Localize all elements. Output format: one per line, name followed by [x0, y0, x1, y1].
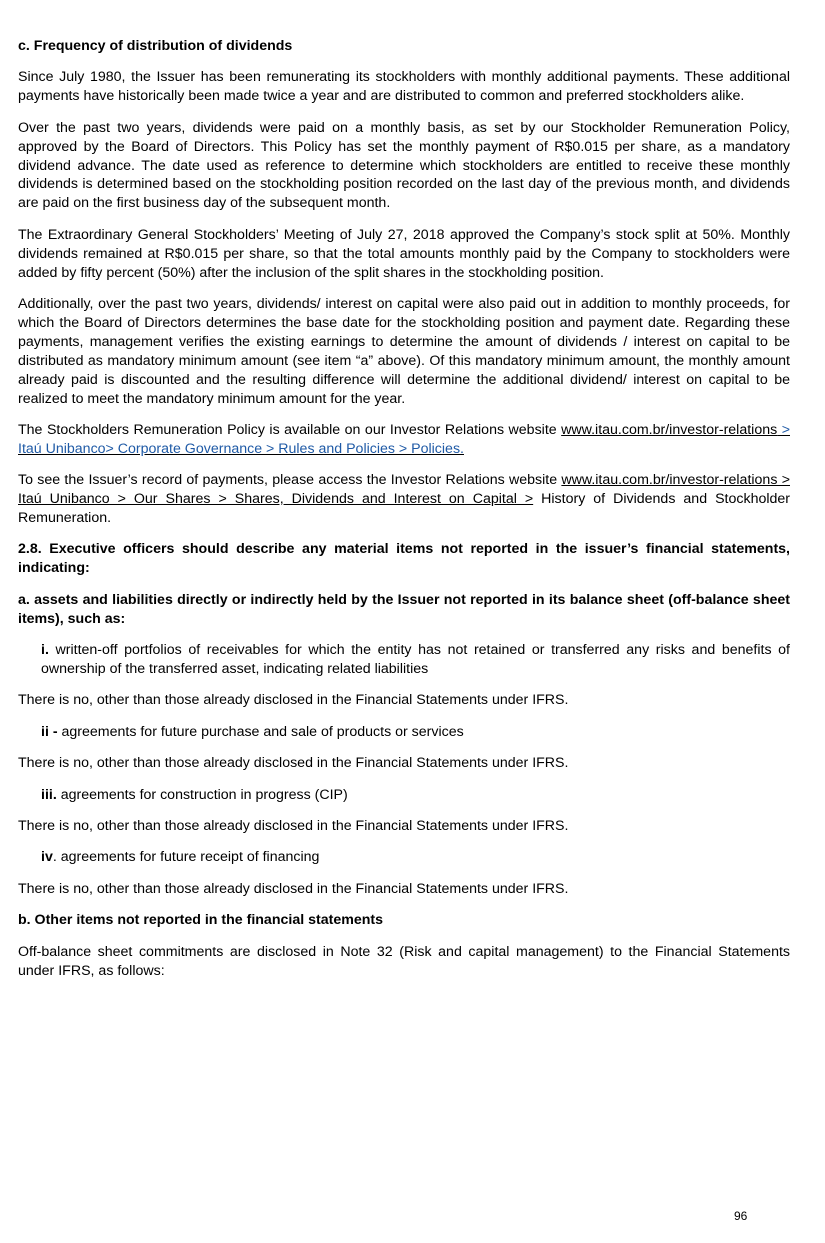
item-iii-text: agreements for construction in progress (CIP) — [56, 786, 348, 803]
shares-dividends-link[interactable]: www.itau.com.br/investor-relations > Itaú Unibanco > Our Shares > Shares, Dividends and Interest on Capital > — [18, 472, 790, 508]
item-iv — [18, 848, 790, 867]
item-iv-label: iv — [41, 849, 53, 866]
payment-record-text: To see the Issuer’s record of payments, please access the Investor Relations website — [18, 472, 562, 489]
item-iii-label: iii. — [41, 786, 57, 803]
paragraph-monthly-dividends: Over the past two years, dividends were paid on a monthly basis, as set by our Stockholder Remuneration Policy, approved by the Board of Directors. This Policy has set the monthly payment of R$0.015 per share, as a mandatory dividend advance. The date used as reference to determine which stockholders are entitled to receive these monthly dividends is determined based on the stockholding position recorded on the last day of the previous month, and dividends are paid on the first business day of the subsequent month. — [18, 119, 790, 212]
item-i-text: written-off portfolios of receivables for which the entity has not retained or transferred any risks and benefits of ownership of the transferred asset, indicating related liabilities — [41, 642, 790, 677]
paragraph-stock-split: The Extraordinary General Stockholders’ Meeting of July 27, 2018 approved the Company’s stock split at 50%. Monthly dividends remained at R$0.015 per share, so that the total amounts monthly paid by the Company to stockholders were added by fifty percent (50%) after the inclusion of the split shares in the stockholding position. — [18, 226, 790, 281]
paragraph-payment-record — [18, 471, 790, 528]
paragraph-dividend-history: Since July 1980, the Issuer has been remunerating its stockholders with monthly additional payments. These additional payments have historically been made twice a year and are distributed to common and preferred stockholders alike. — [18, 69, 790, 105]
item-iii-answer: There is no, other than those already disclosed in the Financial Statements under IFRS. — [18, 818, 569, 834]
page-number: 96 — [734, 1209, 748, 1223]
item-ii-answer: There is no, other than those already disclosed in the Financial Statements under IFRS. — [18, 755, 569, 772]
item-iv-answer: There is no, other than those already disclosed in the Financial Statements under IFRS. — [18, 880, 569, 897]
item-iii — [18, 786, 790, 805]
investor-relations-link[interactable]: www.itau.com.br/investor-relations — [561, 421, 778, 438]
item-ii-text: agreements for future purchase and sale of products or services — [57, 723, 464, 740]
document-page — [18, 37, 790, 993]
item-i-label: i. — [41, 642, 49, 659]
section-28-heading: 2.8. Executive officers should describe any material items not reported in the issuer’s financial statements, indicating: — [18, 541, 790, 577]
item-ii — [18, 723, 790, 742]
section-a-heading: a. assets and liabilities directly or indirectly held by the Issuer not reported in its balance sheet (off-balance sheet items), such as: — [18, 591, 790, 627]
paragraph-interest-on-capital: Additionally, over the past two years, dividends/ interest on capital were also paid out in addition to monthly proceeds, for which the Board of Directors determines the base date for the stockholding position and payment date. Regarding these payments, management verifies the existing earnings to determine the amount of dividends / interest on capital to be distributed as mandatory minimum amount (see item “a” above). Of this mandatory minimum amount, the monthly amount already paid is discounted and the resulting difference will determine the additional dividend/ interest on capital to be realized to meet the mandatory minimum amount for the year. — [18, 295, 790, 407]
section-b-heading: b. Other items not reported in the financial statements — [18, 912, 383, 929]
section-c-heading: c. Frequency of distribution of dividends — [18, 38, 293, 54]
payment-record-suffix: History of Dividends and Stockholder Remuneration. — [18, 491, 791, 527]
item-i — [18, 641, 790, 679]
item-i-answer: There is no, other than those already disclosed in the Financial Statements under IFRS. — [18, 692, 569, 709]
policies-path-link[interactable]: > Itaú Unibanco> Corporate Governance > Rules and Policies > Policies. — [18, 421, 790, 457]
paragraph-off-balance: Off-balance sheet commitments are disclosed in Note 32 (Risk and capital management) to the Financial Statements under IFRS, as follows: — [18, 943, 790, 979]
paragraph-remuneration-policy — [18, 421, 790, 459]
policy-text: The Stockholders Remuneration Policy is available on our Investor Relations website — [18, 421, 562, 438]
item-iv-text: . agreements for future receipt of financing — [52, 849, 320, 866]
item-ii-label: ii - — [41, 723, 58, 740]
